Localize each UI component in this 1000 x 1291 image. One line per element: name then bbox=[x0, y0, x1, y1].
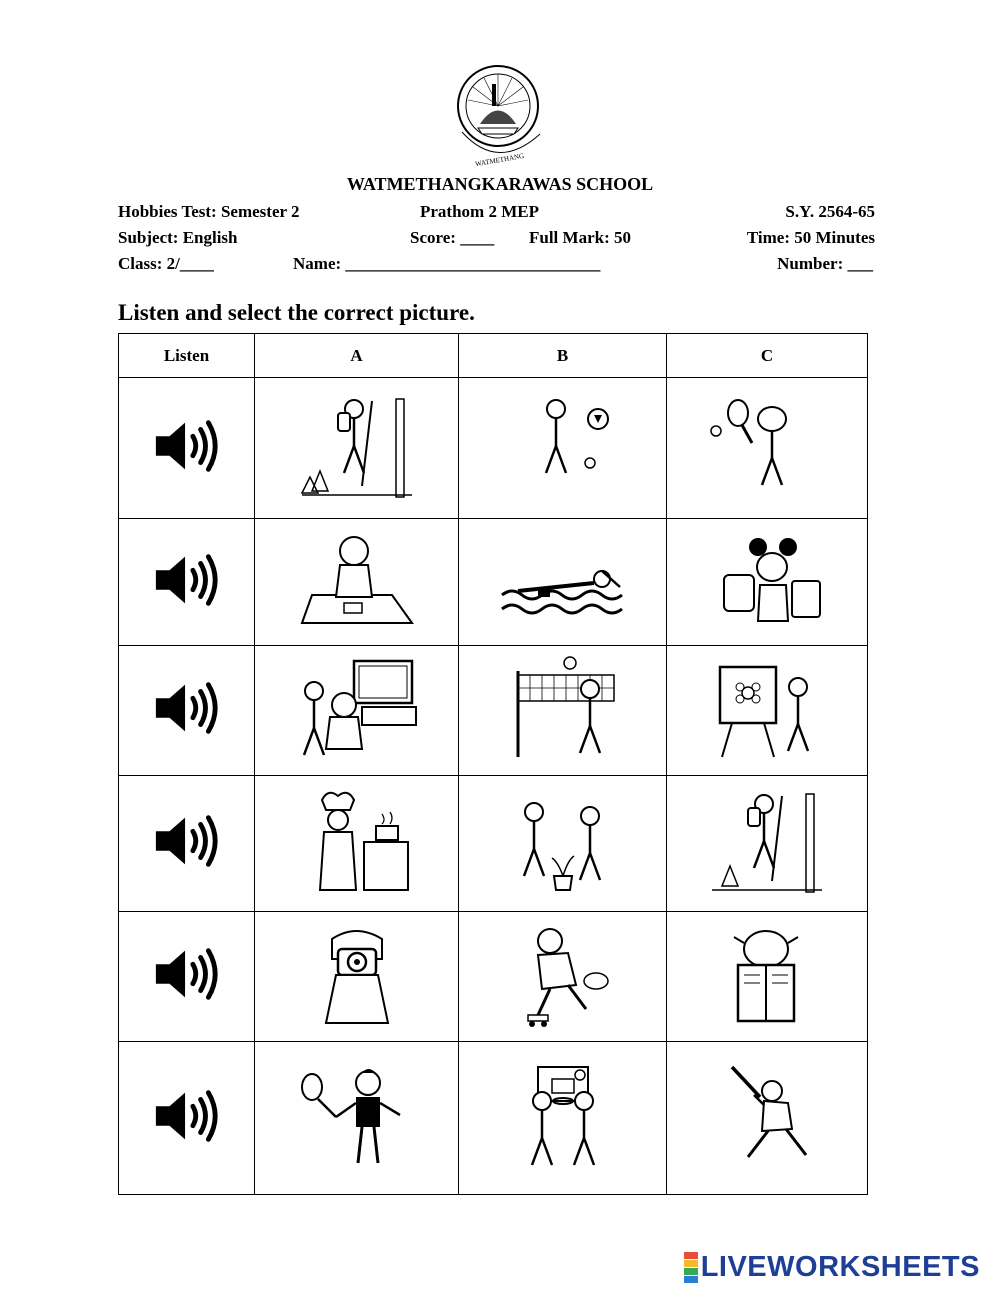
baseball-picture[interactable] bbox=[702, 1061, 832, 1171]
brand-text: LIVEWORKSHEETS bbox=[700, 1251, 980, 1283]
gardening-picture[interactable] bbox=[498, 786, 628, 896]
speaker-icon[interactable] bbox=[152, 1086, 222, 1146]
svg-text:WATMETHANG: WATMETHANG bbox=[474, 151, 525, 169]
col-a: A bbox=[255, 334, 459, 378]
speaker-icon[interactable] bbox=[152, 416, 222, 476]
score-field: Score: ____ bbox=[410, 228, 495, 247]
full-mark: Full Mark: 50 bbox=[529, 228, 631, 247]
question-row-3 bbox=[119, 646, 868, 776]
time-label: Time: 50 Minutes bbox=[746, 228, 875, 247]
col-listen: Listen bbox=[119, 334, 255, 378]
col-b: B bbox=[459, 334, 667, 378]
name-field: Name: ______________________________ bbox=[293, 254, 601, 273]
speaker-icon[interactable] bbox=[152, 550, 222, 610]
badminton-picture[interactable] bbox=[292, 1061, 422, 1171]
volleyball-picture[interactable] bbox=[498, 653, 628, 763]
test-title: Hobbies Test: Semester 2 bbox=[118, 202, 300, 221]
col-c: C bbox=[667, 334, 868, 378]
speaker-icon[interactable] bbox=[152, 944, 222, 1004]
question-row-6 bbox=[119, 1042, 868, 1195]
drawing-picture[interactable] bbox=[292, 525, 422, 635]
basketball-picture[interactable] bbox=[498, 1061, 628, 1171]
roller-skating-picture[interactable] bbox=[498, 919, 628, 1029]
school-name: WATMETHANGKARAWAS SCHOOL bbox=[346, 174, 654, 194]
listening-table bbox=[118, 333, 868, 1195]
speaker-icon[interactable] bbox=[152, 811, 222, 871]
cooking-picture[interactable] bbox=[292, 786, 422, 896]
painting-picture[interactable] bbox=[702, 653, 832, 763]
speaker-icon[interactable] bbox=[152, 678, 222, 738]
question-row-4 bbox=[119, 776, 868, 912]
question-row-5 bbox=[119, 912, 868, 1042]
school-logo bbox=[440, 62, 560, 172]
class-field: Class: 2/____ bbox=[118, 254, 214, 273]
question-row-2 bbox=[119, 519, 868, 646]
program-label: Prathom 2 MEP bbox=[420, 202, 539, 221]
swimming-picture[interactable] bbox=[498, 525, 628, 635]
reading-picture[interactable] bbox=[702, 919, 832, 1029]
question-row-1 bbox=[119, 378, 868, 519]
instruction: Listen and select the correct picture. bbox=[118, 300, 475, 325]
hiking-picture[interactable] bbox=[292, 391, 422, 501]
tennis-picture[interactable] bbox=[702, 391, 832, 501]
subject-label: Subject: English bbox=[118, 228, 238, 247]
photography-picture[interactable] bbox=[292, 919, 422, 1029]
watching-tv-picture[interactable] bbox=[292, 653, 422, 763]
brand-logo-icon bbox=[684, 1252, 698, 1283]
traveling-picture[interactable] bbox=[702, 525, 832, 635]
liveworksheets-brand bbox=[684, 1251, 980, 1284]
hiking-picture-2[interactable] bbox=[702, 786, 832, 896]
school-year: S.Y. 2564-65 bbox=[785, 202, 875, 221]
number-field: Number: ___ bbox=[777, 254, 873, 273]
football-picture[interactable] bbox=[498, 391, 628, 501]
